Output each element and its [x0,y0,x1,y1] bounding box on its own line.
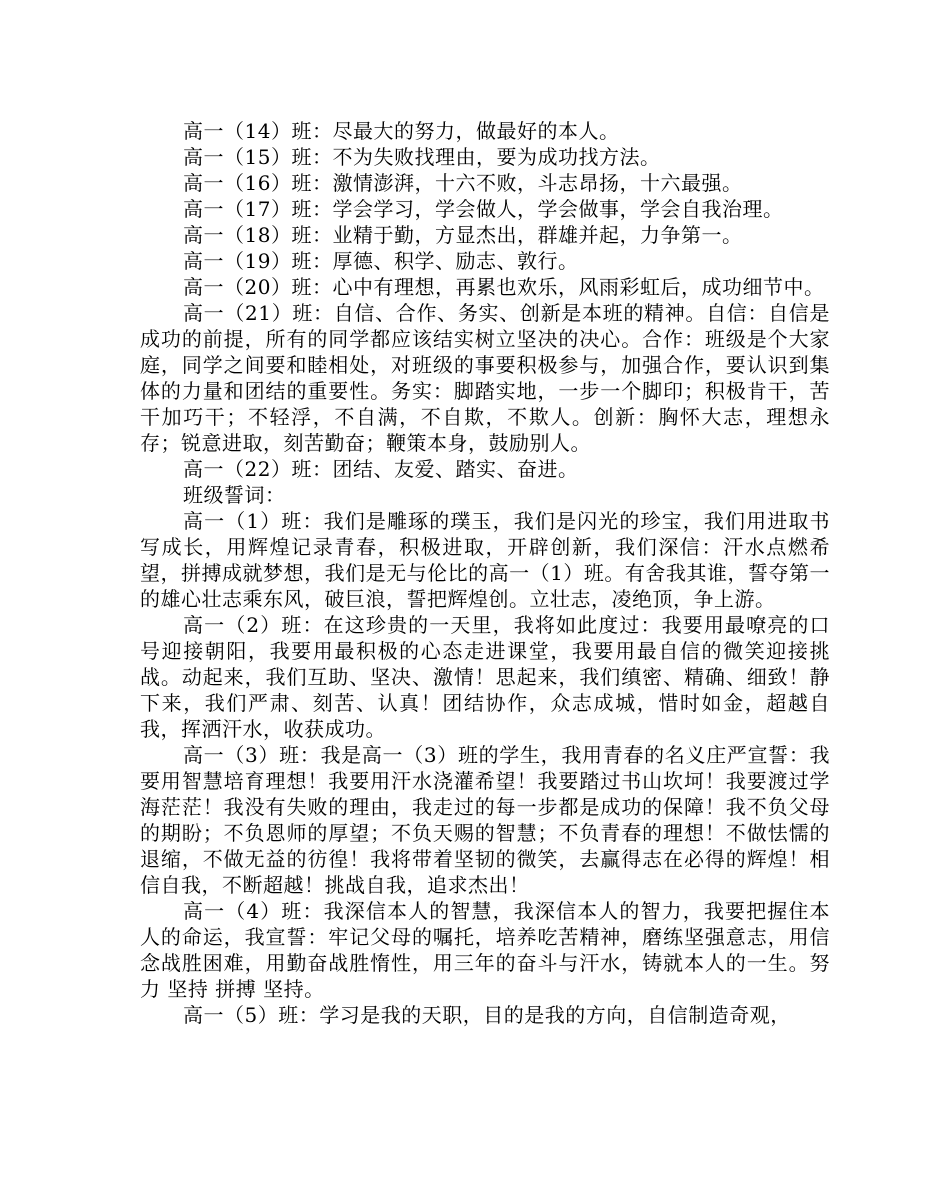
class-motto-18: 高一（18）班：业精于勤，方显杰出，群雄并起，力争第一。 [183,223,743,247]
class-oath-3: 高一（3）班：我是高一（3）班的学生，我用青春的名义庄严宣誓：我要用智慧培育理想！我要用汗水浇灌希望！我要踏过书山坎坷！我要渡过学海茫茫！我没有失败的理由，我走过的每一步都是成功的保障！我不负父母的期盼；不负恩师的厚望；不负天赐的智慧；不负青春的理想！不做怯懦的退缩，不做无益的彷徨！我将带着坚韧的微笑，去赢得志在必得的辉煌！相信自我，不断超越！挑战自我，追求杰出！ [140,743,830,897]
class-motto-20: 高一（20）班：心中有理想，再累也欢乐，风雨彩虹后，成功细节中。 [183,275,825,299]
class-motto-22: 高一（22）班：团结、友爱、踏实、奋进。 [183,457,579,481]
class-oath-4: 高一（4）班：我深信本人的智慧，我深信本人的智力，我要把握住本人的命运，我宣誓：牢记父母的嘱托，培养吃苦精神，磨练坚强意志，用信念战胜困难，用勤奋战胜惰性，用三年的奋斗与汗水，铸就本人的一生。努力 坚持 拼搏 坚持。 [140,899,830,1001]
document-body [140,118,830,1028]
class-motto-17: 高一（17）班：学会学习，学会做人，学会做事，学会自我治理。 [183,197,784,221]
class-oath-2: 高一（2）班：在这珍贵的一天里，我将如此度过：我要用最嘹亮的口号迎接朝阳，我要用最积极的心态走进课堂，我要用最自信的微笑迎接挑战。动起来，我们互助、坚决、激情！思起来，我们缜密、精确、细致！静下来，我们严肃、刻苦、认真！团结协作，众志成城，惜时如金，超越自我，挥洒汗水，收获成功。 [140,613,830,741]
class-motto-16: 高一（16）班：激情澎湃，十六不败，斗志昂扬，十六最强。 [183,171,743,195]
class-oath-5: 高一（5）班：学习是我的天职，目的是我的方向，自信制造奇观， [183,1003,791,1027]
class-motto-21: 高一（21）班：自信、合作、务实、创新是本班的精神。自信：自信是成功的前提，所有的同学都应该结实树立坚决的决心。合作：班级是个大家庭，同学之间要和睦相处，对班级的事要积极参与，加强合作，要认识到集体的力量和团结的重要性。务实：脚踏实地，一步一个脚印；积极肯干，苦干加巧干；不轻浮，不自满，不自欺，不欺人。创新：胸怀大志，理想永存；锐意进取，刻苦勤奋；鞭策本身，鼓励别人。 [140,301,830,455]
section-heading-oath: 班级誓词： [183,483,286,507]
class-oath-1: 高一（1）班：我们是雕琢的璞玉，我们是闪光的珍宝，我们用进取书写成长，用辉煌记录青春，积极进取，开辟创新，我们深信：汗水点燃希望，拼搏成就梦想，我们是无与伦比的高一（1）班。有舍我其谁，誓夺第一的雄心壮志乘东风，破巨浪，誓把辉煌创。立壮志，凌绝顶，争上游。 [140,509,830,611]
class-motto-19: 高一（19）班：厚德、积学、励志、敦行。 [183,249,579,273]
class-motto-15: 高一（15）班：不为失败找理由，要为成功找方法。 [183,145,661,169]
class-motto-14: 高一（14）班：尽最大的努力，做最好的本人。 [183,119,620,143]
